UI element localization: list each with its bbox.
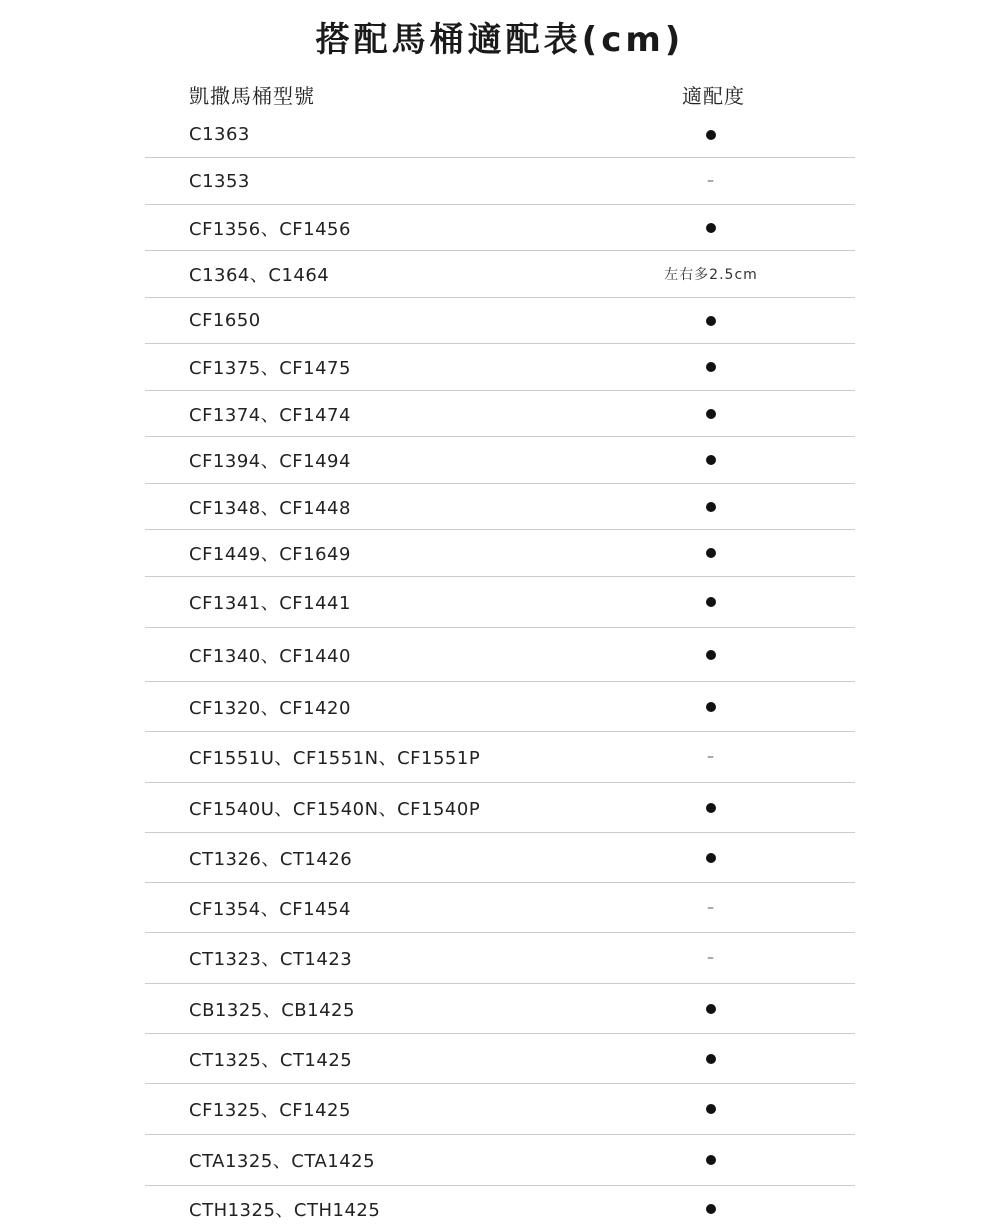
- model-column-header: 凱撒馬桶型號: [189, 84, 315, 108]
- fit-dot-icon: [706, 803, 716, 813]
- model-cell: CT1325、CT1425: [189, 1049, 353, 1071]
- model-cell: C1364、C1464: [189, 265, 330, 286]
- fit-dash: –: [707, 899, 715, 916]
- table-row: [145, 984, 855, 1034]
- fit-dot-icon: [706, 455, 716, 465]
- fit-column-header: 適配度: [682, 84, 745, 108]
- fit-dot-icon: [706, 1054, 716, 1064]
- table-row: [145, 1034, 855, 1084]
- fit-dot-icon: [706, 316, 716, 326]
- fit-cell: [641, 1084, 781, 1134]
- table-row: [145, 437, 855, 484]
- model-cell: CT1326、CT1426: [189, 848, 353, 870]
- fit-cell: [641, 577, 781, 627]
- fit-dot-icon: [706, 409, 716, 419]
- table-row: [145, 783, 855, 833]
- model-cell: CF1394、CF1494: [189, 451, 351, 472]
- model-cell: CB1325、CB1425: [189, 999, 355, 1021]
- fit-dot-icon: [706, 597, 716, 607]
- table-header: [145, 80, 855, 112]
- table-row: [145, 205, 855, 251]
- fit-cell: [641, 984, 781, 1033]
- fit-dot-icon: [706, 1204, 716, 1214]
- model-cell: CTH1325、CTH1425: [189, 1199, 381, 1221]
- model-cell: CF1449、CF1649: [189, 544, 351, 565]
- fit-dot-icon: [706, 130, 716, 140]
- table-row: [145, 298, 855, 344]
- model-cell: CF1540U、CF1540N、CF1540P: [189, 798, 481, 820]
- page-title: 搭配馬桶適配表(cm): [315, 20, 685, 60]
- model-cell: CF1650: [189, 310, 261, 331]
- table-row: [145, 1084, 855, 1135]
- model-cell: CF1551U、CF1551N、CF1551P: [189, 748, 481, 769]
- table-row: [145, 883, 855, 933]
- model-cell: C1363: [189, 124, 250, 145]
- model-cell: CF1348、CF1448: [189, 497, 351, 519]
- fit-cell: [641, 628, 781, 681]
- fit-dot-icon: [706, 362, 716, 372]
- fit-cell: [641, 783, 781, 832]
- fit-cell: [641, 1034, 781, 1083]
- fit-cell: [641, 833, 781, 882]
- table-row: [145, 344, 855, 391]
- fit-cell: [641, 437, 781, 483]
- model-cell: CF1320、CF1420: [189, 697, 351, 719]
- fit-cell: [641, 158, 781, 204]
- fit-dot-icon: [706, 1155, 716, 1165]
- fit-note: 左右多2.5cm: [664, 267, 758, 283]
- fit-dot-icon: [706, 223, 716, 233]
- table-row: [145, 1135, 855, 1186]
- table-row: [145, 933, 855, 984]
- table-row: [145, 732, 855, 783]
- fit-cell: [641, 484, 781, 529]
- table-row: [145, 530, 855, 577]
- fit-dot-icon: [706, 1004, 716, 1014]
- fit-cell: [641, 1135, 781, 1185]
- fit-dash: –: [707, 173, 715, 189]
- model-cell: CF1341、CF1441: [189, 593, 351, 614]
- model-cell: C1353: [189, 170, 250, 192]
- fit-dot-icon: [706, 1104, 716, 1114]
- model-cell: CF1340、CF1440: [189, 645, 351, 667]
- table-row: [145, 833, 855, 883]
- fit-cell: [641, 251, 781, 297]
- table-row: [145, 391, 855, 437]
- model-cell: CF1356、CF1456: [189, 218, 351, 240]
- fit-cell: [641, 298, 781, 343]
- table-row: [145, 682, 855, 732]
- model-cell: CF1374、CF1474: [189, 404, 351, 426]
- fit-dot-icon: [706, 853, 716, 863]
- table-row: [145, 1186, 855, 1231]
- fit-dot-icon: [706, 702, 716, 712]
- fit-cell: [641, 883, 781, 932]
- table-row: [145, 484, 855, 530]
- fit-dash: –: [707, 950, 715, 966]
- table-row: [145, 251, 855, 298]
- fit-cell: [641, 112, 781, 157]
- table-row: [145, 577, 855, 628]
- fit-cell: [641, 530, 781, 576]
- fit-dash: –: [707, 749, 715, 765]
- fit-cell: [641, 682, 781, 731]
- fit-dot-icon: [706, 650, 716, 660]
- fit-dot-icon: [706, 502, 716, 512]
- model-cell: CF1375、CF1475: [189, 358, 351, 379]
- fit-cell: [641, 1186, 781, 1231]
- compatibility-table: [145, 112, 855, 1231]
- model-cell: CF1354、CF1454: [189, 898, 351, 920]
- table-row: [145, 158, 855, 205]
- table-row: [145, 112, 855, 158]
- fit-cell: [641, 391, 781, 436]
- model-cell: CTA1325、CTA1425: [189, 1151, 376, 1172]
- fit-cell: [641, 205, 781, 250]
- model-cell: CT1323、CT1423: [189, 949, 353, 970]
- fit-dot-icon: [706, 548, 716, 558]
- fit-cell: [641, 344, 781, 390]
- fit-cell: [641, 933, 781, 983]
- model-cell: CF1325、CF1425: [189, 1100, 351, 1121]
- fit-cell: [641, 732, 781, 782]
- table-row: [145, 628, 855, 682]
